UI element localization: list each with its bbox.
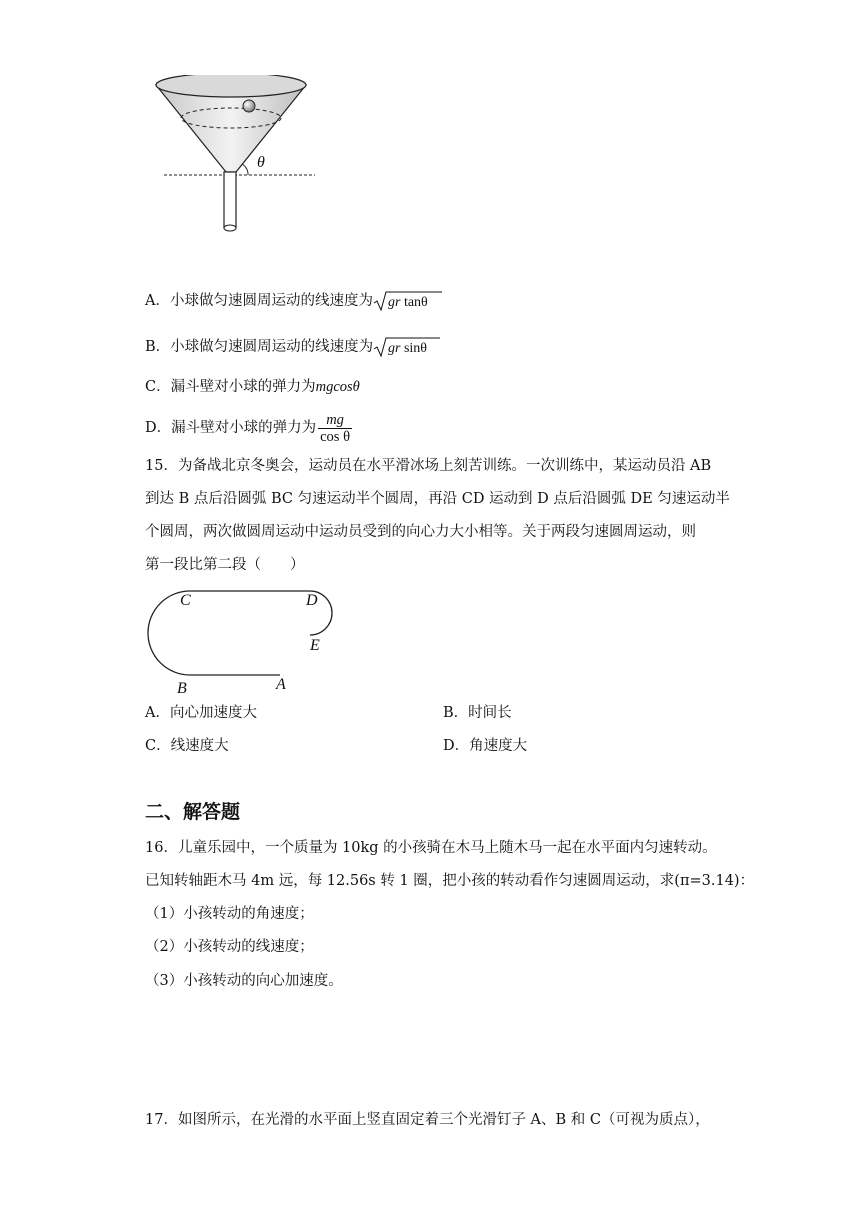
theta-arc bbox=[242, 164, 248, 175]
funnel-figure bbox=[150, 75, 320, 240]
q15-option-d: D．角速度大 bbox=[443, 738, 528, 754]
svg-text:gr sinθ: gr sinθ bbox=[388, 341, 428, 356]
section-title: 二、解答题 bbox=[145, 801, 241, 823]
fraction: $\frac{mg}{\text{cos θ}}$ bbox=[320, 411, 351, 445]
q15-option-c: C．线速度大 bbox=[145, 738, 229, 754]
label-C: C bbox=[180, 592, 191, 609]
q15-option-b: B．时间长 bbox=[443, 705, 512, 721]
q15-line-2: 到达 B 点后沿圆弧 BC 匀速运动半个圆周，再沿 CD 运动到 D 点后沿圆弧 DE 匀速运动半 bbox=[145, 491, 730, 507]
sqrt-expression bbox=[373, 290, 443, 312]
track-path bbox=[148, 591, 332, 675]
q15-line-4: 第一段比第二段（ ） bbox=[145, 557, 305, 573]
q16-sub-2: （2）小孩转动的线速度； bbox=[145, 939, 314, 955]
svg-text:gr tanθ: gr tanθ bbox=[387, 295, 428, 310]
q16-sub-3: （3）小孩转动的向心加速度。 bbox=[145, 973, 343, 989]
funnel-rim bbox=[156, 75, 306, 97]
q16-line-2: 已知转轴距木马 4m 远，每 12.56s 转 1 圈，把小孩的转动看作匀速圆周运动，求(π=3.14)： bbox=[145, 873, 755, 889]
q14-option-d: D．漏斗壁对小球的弹力为 $\frac{mg}{\text{cos θ}}$ bbox=[145, 411, 351, 445]
theta-label: θ bbox=[257, 154, 265, 171]
q15-line-3: 个圆周，两次做圆周运动中运动员受到的向心力大小相等。关于两段匀速圆周运动，则 bbox=[145, 524, 696, 540]
q14-option-b: B．小球做匀速圆周运动的线速度为 gr sinθ bbox=[145, 336, 441, 358]
q16-line-1: 16．儿童乐园中，一个质量为 10kg 的小孩骑在木马上随木马一起在水平面内匀速转动。 bbox=[145, 840, 717, 856]
q14-option-c: C．漏斗壁对小球的弹力为mgcosθ bbox=[145, 379, 360, 395]
label-D: D bbox=[306, 592, 318, 609]
q16-sub-1: （1）小孩转动的角速度； bbox=[145, 906, 314, 922]
sqrt-expression bbox=[373, 336, 441, 358]
label-A: A bbox=[276, 676, 286, 693]
funnel-stem bbox=[224, 172, 236, 228]
label-E: E bbox=[310, 637, 320, 654]
q17-line-1: 17．如图所示，在光滑的水平面上竖直固定着三个光滑钉子 A、B 和 C（可视为质点）， bbox=[145, 1112, 710, 1128]
q15-option-a: A．向心加速度大 bbox=[145, 705, 257, 721]
skating-track-figure bbox=[140, 582, 360, 697]
ball bbox=[243, 100, 255, 112]
q15-line-1: 15．为备战北京冬奥会，运动员在水平滑冰场上刻苦训练。一次训练中，某运动员沿 AB bbox=[145, 458, 712, 474]
label-B: B bbox=[177, 680, 187, 697]
q14-option-a: A．小球做匀速圆周运动的线速度为 gr tanθ bbox=[145, 290, 443, 312]
